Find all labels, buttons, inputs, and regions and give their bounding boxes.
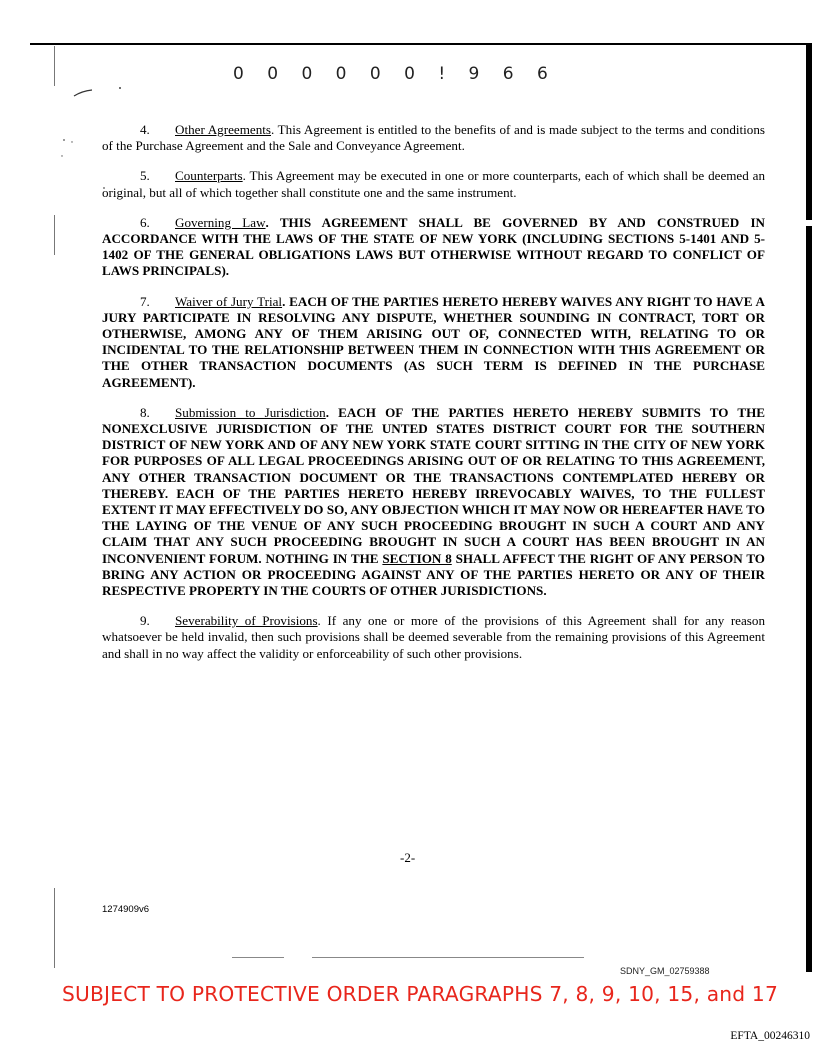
section-6-governing-law — [102, 215, 765, 280]
section-number: 5. — [140, 168, 150, 184]
section-text: . This Agreement is entitled to the benefits of and is made subject to the terms and conditions of the Purchase Agreement and the Sale and Conveyance Agreement. — [102, 122, 765, 154]
protective-order-notice: SUBJECT TO PROTECTIVE ORDER PARAGRAPHS 7, 8, 9, 10, 15, and 17 — [62, 982, 778, 1006]
section-heading: Other Agreements — [175, 122, 271, 137]
agreement-body — [102, 122, 765, 676]
page-number: -2- — [400, 850, 416, 865]
section-heading: Governing Law — [175, 214, 266, 230]
section-text: . EACH OF THE PARTIES HERETO HEREBY WAIVES ANY RIGHT TO HAVE A JURY PARTICIPATE IN RESOLVING ANY DISPUTE, WHETHER SOUNDING IN CONTRACT, TORT OR OTHERWISE, AMONG ANY OF THEM ARISING OUT OF, CONNECTED WITH, RELATING TO OR INCIDENTAL TO THE RELATIONSHIP BETWEEN THEM IN CONNECTION WITH THIS AGREEMENT OR THE OTHER TRANSACTION DOCUMENTS (AS SUCH TERM IS DEFINED IN THE PURCHASE AGREEMENT). — [102, 293, 765, 390]
scan-bottom-line — [232, 957, 284, 958]
scan-bottom-line — [312, 957, 584, 958]
bates-stamp-top: 0 0 0 0 0 0 ! 9 6 6 — [233, 64, 557, 84]
section-9-severability — [102, 613, 765, 662]
section-5-counterparts — [102, 168, 765, 200]
section-text: . EACH OF THE PARTIES HERETO HEREBY SUBMITS TO THE NONEXCLUSIVE JURISDICTION OF THE UNTED STATES DISTRICT COURT FOR THE SOUTHERN DISTRICT OF NEW YORK AND OF ANY NEW YORK STATE COURT SITTING IN THE CITY OF NEW YORK FOR PURPOSES OF ALL LEGAL PROCEEDINGS ARISING OUT OF OR RELATING TO THIS AGREEMENT, ANY OTHER TRANSACTION DOCUMENT OR THE TRANSACTIONS CONTEMPLATED HEREBY OR THEREBY. EACH OF THE PARTIES HERETO HEREBY IRREVOCABLY WAIVES, TO THE FULLEST EXTENT IT MAY EFFECTIVELY DO SO, ANY OBJECTION WHICH IT MAY NOW OR HEREAFTER HAVE TO THE LAYING OF THE VENUE OF ANY SUCH PROCEEDING BROUGHT IN SUCH A COURT AND ANY CLAIM THAT ANY SUCH PROCEEDING BROUGHT IN SUCH A COURT HAS BEEN BROUGHT IN AN INCONVENIENT FORUM. NOTHING IN THE — [102, 404, 765, 566]
section-4-other-agreements — [102, 122, 765, 154]
section-heading: Counterparts — [175, 168, 243, 184]
bates-number: SDNY_GM_02759388 — [620, 966, 710, 976]
section-heading: Submission to Jurisdiction — [175, 404, 326, 420]
scan-right-border-lower — [806, 226, 812, 972]
section-reference: SECTION 8 — [382, 550, 452, 566]
section-text: . THIS AGREEMENT SHALL BE GOVERNED BY AND CONSTRUED IN ACCORDANCE WITH THE LAWS OF THE STATE OF NEW YORK (INCLUDING SECTIONS 5-1401 AND 5-1402 OF THE GENERAL OBLIGATIONS LAWS BUT OTHERWISE WITHOUT REGARD TO CONFLICT OF LAWS PRINCIPALS). — [102, 214, 765, 279]
section-heading: Severability of Provisions — [175, 613, 318, 629]
document-id: 1274909v6 — [102, 904, 150, 915]
scan-right-border — [806, 43, 812, 220]
section-text: . If any one or more of the provisions of this Agreement shall for any reason whatsoever be held invalid, then such provisions shall be deemed severable from the remaining provisions of this Agreement and shall in no way affect the validity or enforceability of such other provisions. — [102, 613, 765, 661]
section-heading: Waiver of Jury Trial — [175, 293, 283, 309]
scan-left-margin-mark — [54, 888, 55, 968]
section-number: 8. — [140, 404, 150, 420]
section-number: 6. — [140, 214, 150, 230]
section-text: . This Agreement may be executed in one or more counterparts, each of which shall be deemed an original, but all of which together shall constitute one and the same instrument. — [102, 168, 765, 200]
section-text-continued: SHALL AFFECT THE RIGHT OF ANY PERSON TO BRING ANY ACTION OR PROCEEDING AGAINST ANY OF THE PARTIES HERETO OR ANY OF THEIR RESPECTIVE PROPERTY IN THE COURTS OF OTHER JURISDICTIONS. — [102, 550, 765, 599]
section-number: 9. — [140, 613, 150, 629]
efta-number: EFTA_00246310 — [730, 1030, 810, 1042]
section-number: 4. — [140, 122, 150, 137]
section-number: 7. — [140, 293, 150, 309]
scan-top-border — [30, 43, 812, 45]
section-8-submission-to-jurisdiction — [102, 405, 765, 599]
scan-left-margin-mark — [54, 46, 55, 86]
handwritten-mark-icon — [72, 82, 132, 102]
section-7-waiver-of-jury-trial — [102, 294, 765, 391]
scan-left-margin-mark — [54, 215, 55, 255]
